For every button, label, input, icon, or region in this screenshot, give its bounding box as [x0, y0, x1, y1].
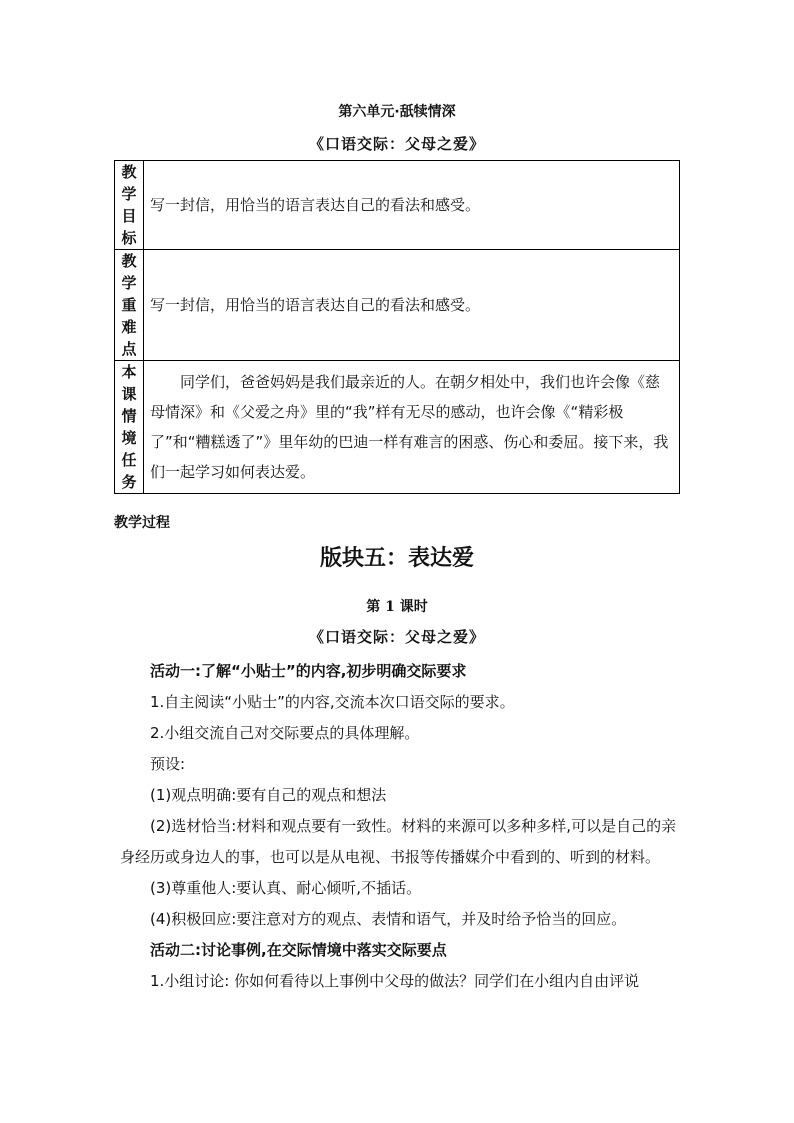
label-char: 教: [121, 163, 137, 181]
row-label: [115, 161, 144, 250]
activity-heading: 活动二:讨论事例,在交际情境中落实交际要点: [150, 941, 447, 959]
section-title: 版块五：表达爱: [319, 546, 474, 571]
label-char: 任: [121, 451, 137, 469]
lesson-body: [120, 656, 680, 997]
row-label: [115, 361, 144, 494]
label-char: 学: [121, 274, 137, 292]
scenario-paragraph: 同学们，爸爸妈妈是我们最亲近的人。在朝夕相处中，我们也许会像《慈母情深》和《父爱之舟》里的“我”样有无尽的感动，也许会像《“精彩极了”和“糟糕透了”》里年幼的巴迪一样有难言的困惑、伤心和委屈。接下来，我们一起学习如何表达爱。: [150, 373, 669, 481]
label-char: 学: [121, 185, 137, 203]
body-paragraph: 1.自主阅读“小贴士”的内容,交流本次口语交际的要求。: [150, 693, 515, 711]
body-paragraph: (4)积极回应:要注意对方的观点、表情和语气，并及时给予恰当的回应。: [150, 910, 627, 928]
label-char: 境: [121, 429, 137, 447]
body-paragraph: 2.小组交流自己对交际要点的具体理解。: [150, 724, 420, 742]
label-char: 情: [121, 407, 137, 425]
lesson-number: 第 1 课时: [366, 599, 428, 615]
label-char: 本: [121, 363, 137, 381]
row-content: [144, 361, 680, 494]
body-paragraph: 1.小组讨论: 你如何看待以上事例中父母的做法？同学们在小组内自由评说: [150, 972, 640, 990]
label-char: 重: [121, 296, 137, 314]
unit-title: 第六单元·舐犊情深: [338, 104, 456, 120]
label-char: 课: [121, 385, 137, 403]
body-paragraph: (1)观点明确:要有自己的观点和想法: [150, 786, 387, 804]
body-paragraph: (3)尊重他人:要认真、耐心倾听,不插话。: [150, 879, 422, 897]
process-label: 教学过程: [114, 515, 170, 531]
label-char: 难: [121, 318, 137, 336]
label-char: 目: [121, 207, 137, 225]
label-char: 教: [121, 252, 137, 270]
lesson-title: 《口语交际：父母之爱》: [308, 135, 485, 153]
table-row: [115, 250, 680, 361]
body-paragraph: (2)选材恰当:材料和观点要有一致性。材料的来源可以多种多样,可以是自己的亲身经历或身边人的事，也可以是从电视、书报等传播媒介中看到的、听到的材料。: [120, 817, 677, 866]
label-char: 标: [121, 229, 137, 247]
table-row: [115, 361, 680, 494]
label-char: 务: [121, 473, 137, 491]
lesson-title-secondary: 《口语交际：父母之爱》: [308, 628, 485, 646]
row-content: 写一封信，用恰当的语言表达自己的看法和感受。: [144, 161, 680, 250]
lesson-info-table: [114, 160, 680, 494]
body-paragraph: 预设:: [150, 755, 186, 773]
row-content: 写一封信，用恰当的语言表达自己的看法和感受。: [144, 250, 680, 361]
row-label: [115, 250, 144, 361]
table-row: [115, 161, 680, 250]
activity-heading: 活动一:了解“小贴士”的内容,初步明确交际要求: [150, 662, 467, 680]
label-char: 点: [121, 340, 137, 358]
